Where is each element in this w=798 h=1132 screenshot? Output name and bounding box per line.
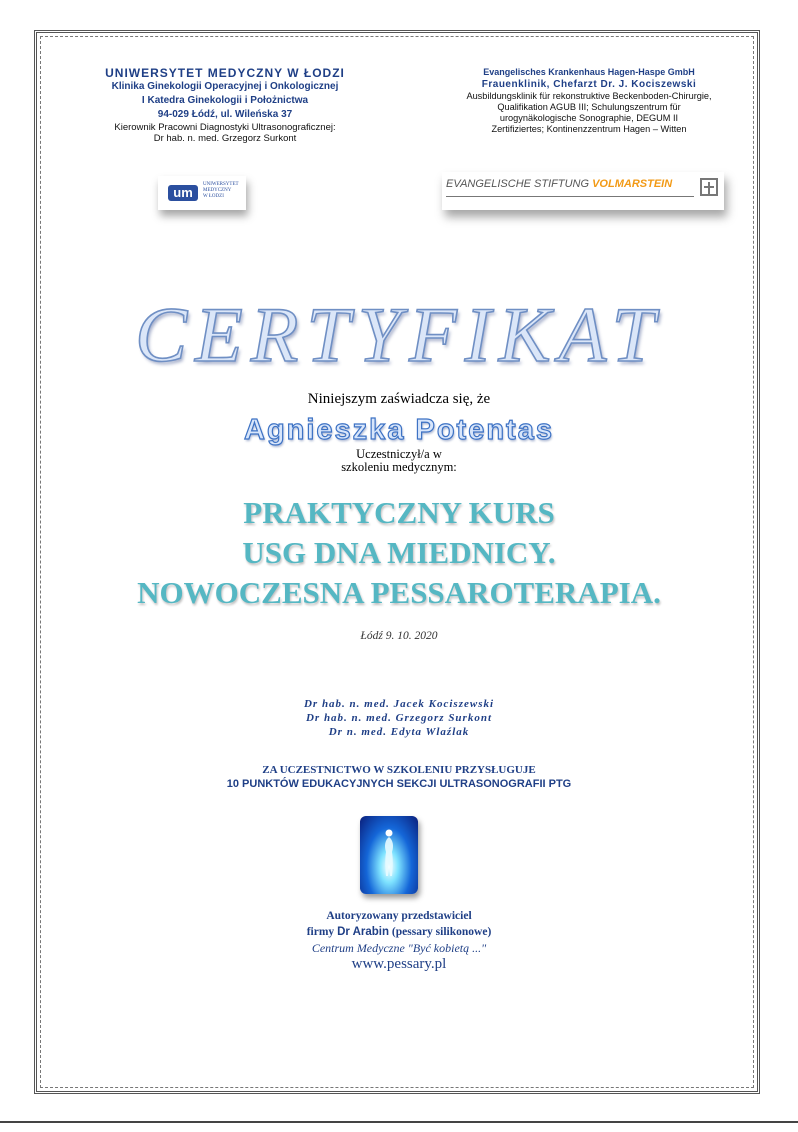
cross-window-icon xyxy=(700,178,718,196)
participation-text xyxy=(0,448,798,474)
footer-block xyxy=(0,908,798,972)
figure-silhouette-icon xyxy=(382,828,396,878)
head-line-1: Kierownik Pracowni Diagnostyki Ultrasonograficznej: xyxy=(114,122,336,133)
ev-text-prefix: EVANGELISCHE STIFTUNG xyxy=(446,178,593,190)
participation-line-1: Uczestniczył/a w xyxy=(356,447,442,461)
um-text-line-2: MEDYCZNY xyxy=(203,188,232,193)
participant-name: Agnieszka Potentas xyxy=(244,414,554,446)
course-title xyxy=(0,493,798,613)
university-logo xyxy=(158,176,246,210)
footer-prefix: firmy xyxy=(306,926,338,938)
volmarstein-logo xyxy=(442,172,724,210)
head-line-2: Dr hab. n. med. Grzegorz Surkont xyxy=(153,133,297,144)
um-mark: um xyxy=(168,185,198,201)
doctors-list xyxy=(0,697,798,739)
intro-text: Niniejszym zaświadcza się, że xyxy=(307,391,491,407)
doctor-2: Dr hab. n. med. Grzegorz Surkont xyxy=(305,712,493,724)
footer-line-2 xyxy=(0,924,798,940)
clinic-line-1: Klinika Ginekologii Operacyjnej i Onkologicznej xyxy=(111,81,339,92)
footer-line-1: Autoryzowany przedstawiciel xyxy=(326,910,472,922)
footer-line-3: Centrum Medyczne "Być kobietą ..." xyxy=(311,941,487,955)
um-logo-text xyxy=(203,182,239,200)
course-line-1: PRAKTYCZNY KURS xyxy=(243,495,555,530)
clinic-line-2: I Katedra Ginekologii i Położnictwa xyxy=(141,95,309,106)
course-line-3: NOWOCZESNA PESSAROTERAPIA. xyxy=(137,575,661,610)
footer-suffix: (pessary silikonowe) xyxy=(389,926,492,938)
university-name: UNIWERSYTET MEDYCZNY W ŁODZI xyxy=(105,66,345,80)
hospital-name: Evangelisches Krankenhaus Hagen-Haspe GmbH xyxy=(483,67,695,77)
website-link[interactable]: www.pessary.pl xyxy=(351,956,447,972)
um-text-line-1: UNIWERSYTET xyxy=(203,182,239,187)
hospital-desc-2: Qualifikation AGUB III; Schulungszentrum für xyxy=(497,102,681,112)
course-line-2: USG DNA MIEDNICY. xyxy=(242,535,556,570)
hospital-clinic: Frauenklinik, Chefarzt Dr. J. Kociszewski xyxy=(481,79,697,90)
points-line-1: ZA UCZESTNICTWO W SZKOLENIU PRZYSŁUGUJE xyxy=(262,764,536,776)
points-line-2: 10 PUNKTÓW EDUKACYJNYCH SEKCJI ULTRASONOGRAFII PTG xyxy=(226,778,572,790)
participation-line-2: szkoleniu medycznym: xyxy=(341,460,457,474)
ev-text-accent: VOLMARSTEIN xyxy=(592,178,673,190)
university-address: 94-029 Łódź, ul. Wileńska 37 xyxy=(157,109,293,120)
hospital-header xyxy=(420,66,758,135)
hospital-desc-4: Zertifiziertes; Kontinenzzentrum Hagen – Witten xyxy=(491,124,687,134)
hospital-desc-3: urogynäkologische Sonographie, DEGUM II xyxy=(499,113,679,123)
volmarstein-logo-text xyxy=(446,178,672,190)
page-bottom-rule xyxy=(0,1121,798,1123)
certificate-date: Łódź 9. 10. 2020 xyxy=(360,630,438,642)
footer-brand: Dr Arabin xyxy=(337,926,390,938)
um-text-line-3: W ŁODZI xyxy=(203,194,224,199)
pessary-logo-icon xyxy=(360,816,418,894)
hospital-desc-1: Ausbildungsklinik für rekonstruktive Beckenboden-Chirurgie, xyxy=(466,91,712,101)
points-notice xyxy=(0,763,798,791)
doctor-3: Dr n. med. Edyta Wlaźlak xyxy=(328,726,470,738)
certificate-title: CERTYFIKAT xyxy=(135,291,663,378)
university-header xyxy=(75,66,375,144)
doctor-1: Dr hab. n. med. Jacek Kociszewski xyxy=(303,698,495,710)
logo-underline xyxy=(446,196,694,197)
